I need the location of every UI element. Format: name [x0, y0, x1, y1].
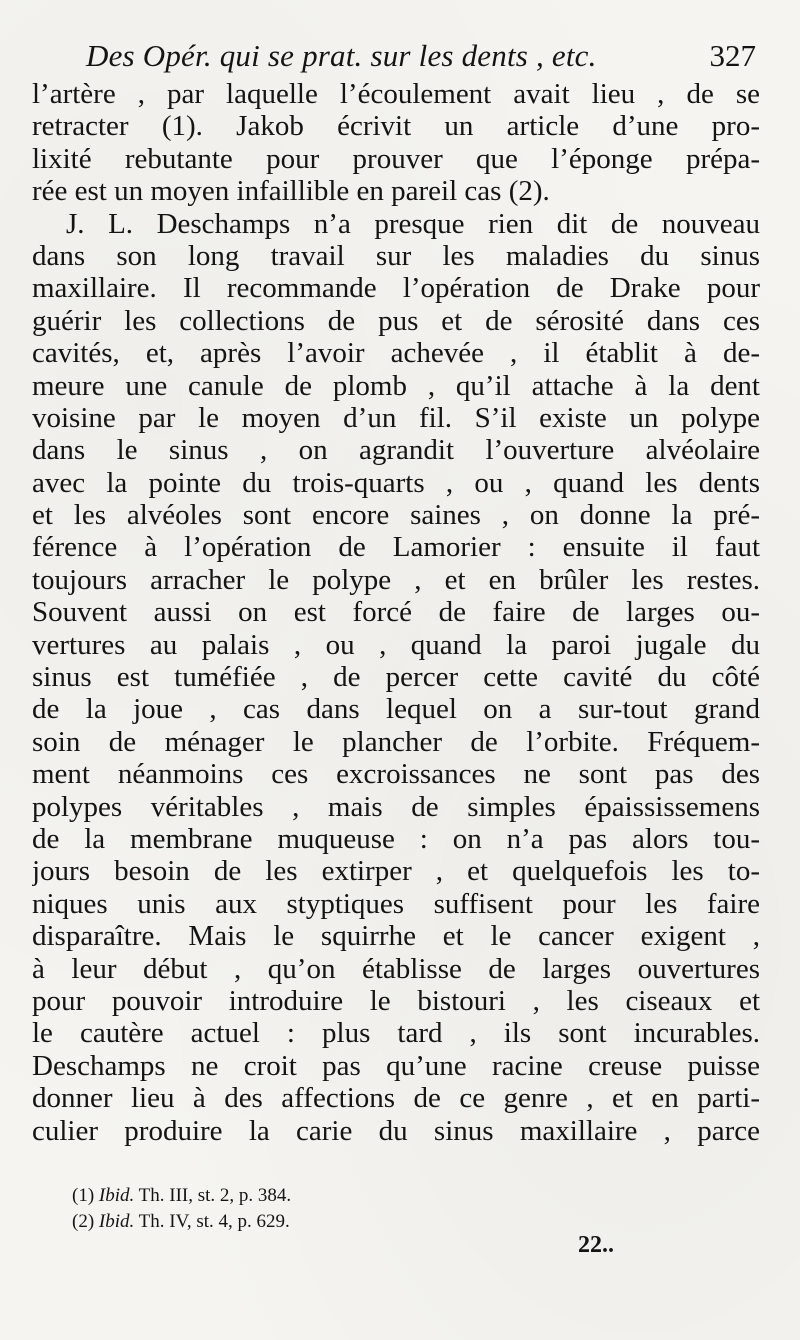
text-line: jours besoin de les extirper , et quelquefois les to-: [32, 855, 760, 888]
signature-mark: 22..: [578, 1232, 614, 1258]
footnote-text: Th. III, st. 2, p. 384.: [134, 1185, 292, 1206]
footnote-ref: Ibid.: [98, 1211, 135, 1232]
text-line: ment néanmoins ces excroissances ne sont pas des: [32, 758, 760, 791]
body-text: [32, 78, 760, 1147]
text-line: soin de ménager le plancher de l’orbite. Fréquem-: [32, 725, 760, 758]
text-line: culier produire la carie du sinus maxillaire , parce: [32, 1114, 760, 1147]
footnote-text: Th. IV, st. 4, p. 629.: [134, 1211, 290, 1232]
text-line: le cautère actuel : plus tard , ils sont incurables.: [32, 1017, 760, 1050]
text-line: Deschamps ne croit pas qu’une racine creuse puisse: [32, 1049, 760, 1082]
text-line: Souvent aussi on est forcé de faire de larges ou-: [32, 596, 760, 629]
footnote-marker: (1): [72, 1185, 95, 1206]
footnotes: [72, 1183, 592, 1235]
text-line: vertures au palais , ou , quand la paroi jugale du: [32, 628, 760, 661]
text-line: de la joue , cas dans lequel on a sur-tout grand: [32, 693, 760, 726]
text-line: lixité rebutante pour prouver que l’éponge prépa-: [32, 142, 760, 175]
footnote-1: [72, 1183, 592, 1209]
text-line: disparaître. Mais le squirrhe et le cancer exigent ,: [32, 920, 760, 953]
text-line: et les alvéoles sont encore saines , on donne la pré-: [32, 499, 760, 532]
text-line: de la membrane muqueuse : on n’a pas alors tou-: [32, 822, 760, 855]
page-number: 327: [709, 38, 756, 73]
text-line: dans le sinus , on agrandit l’ouverture alvéolaire: [32, 434, 760, 467]
text-line: rée est un moyen infaillible en pareil cas (2).: [32, 175, 550, 208]
text-line: polypes véritables , mais de simples épaississemens: [32, 790, 760, 823]
footnote-ref: Ibid.: [98, 1185, 135, 1206]
running-title: Des Opér. qui se prat. sur les dents , etc.: [86, 38, 597, 73]
text-line: maxillaire. Il recommande l’opération de Drake pour: [32, 272, 760, 305]
text-line: à leur début , qu’on établisse de larges ouvertures: [32, 952, 760, 985]
text-line: férence à l’opération de Lamorier : ensuite il faut: [32, 531, 760, 564]
running-head: [86, 38, 766, 82]
text-line: guérir les collections de pus et de sérosité dans ces: [32, 304, 760, 337]
text-line: voisine par le moyen d’un fil. S’il existe un polype: [32, 401, 760, 434]
paragraph-1: [32, 78, 760, 208]
text-line: meure une canule de plomb , qu’il attache à la dent: [32, 369, 760, 402]
text-line: l’artère , par laquelle l’écoulement avait lieu , de se: [32, 78, 760, 110]
text-line: donner lieu à des affections de ce genre , et en parti-: [32, 1082, 760, 1115]
text-line: dans son long travail sur les maladies du sinus: [32, 239, 760, 272]
text-line: J. L. Deschamps n’a presque rien dit de nouveau: [66, 207, 760, 240]
text-line: toujours arracher le polype , et en brûler les restes.: [32, 563, 760, 596]
text-line: retracter (1). Jakob écrivit un article d’une pro-: [32, 110, 760, 143]
text-line: avec la pointe du trois-quarts , ou , quand les dents: [32, 466, 760, 499]
text-line: niques unis aux styptiques suffisent pour les faire: [32, 887, 760, 920]
text-line: cavités, et, après l’avoir achevée , il établit à de-: [32, 337, 760, 370]
footnote-marker: (2): [72, 1211, 95, 1232]
text-line: pour pouvoir introduire le bistouri , les ciseaux et: [32, 984, 760, 1017]
footnote-2: [72, 1209, 592, 1235]
text-line: sinus est tuméfiée , de percer cette cavité du côté: [32, 661, 760, 694]
paragraph-2: [32, 208, 760, 1147]
